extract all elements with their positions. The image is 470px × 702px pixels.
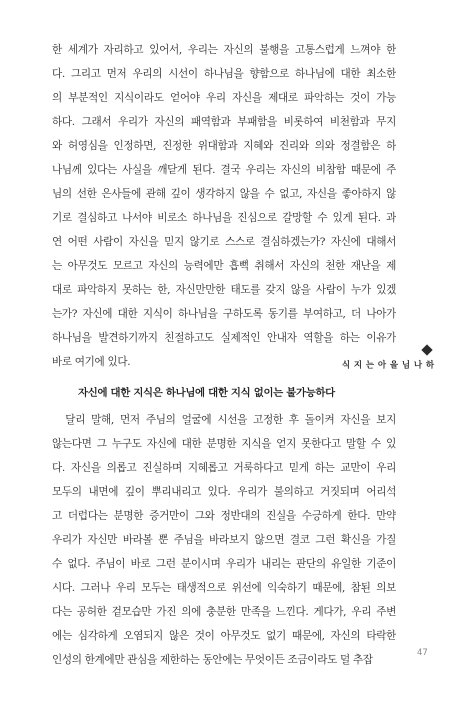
paragraph-2-line: 고 더럽다는 분명한 증거만이 그와 정반대의 진실을 수긍하게 한다. 만약: [52, 510, 396, 522]
page-number: 47: [417, 648, 428, 658]
paragraph-1-line: 와 허영심을 인정하면, 진정한 위대함과 지혜와 진리와 의와 정결함은 하: [52, 140, 396, 152]
paragraph-1-line: 바로 여기에 있다.: [52, 356, 131, 368]
paragraph-1-line: 나님께 있다는 사실을 깨닫게 된다. 결국 우리는 자신의 비참함 때문에 주: [52, 164, 396, 176]
paragraph-1-line: 다. 그리고 먼저 우리의 시선이 하나님을 향함으로 하나님에 대한 최소한: [52, 68, 396, 80]
side-tab-label: 하나님을 아는 지식: [340, 360, 434, 369]
paragraph-1-line: 님의 선한 은사들에 관해 깊이 생각하지 않을 수 없고, 자신을 좋아하지 않: [52, 188, 396, 200]
paragraph-1-line: 의 부분적인 지식이라도 얻어야 우리 자신을 제대로 파악하는 것이 가능: [52, 92, 396, 104]
section-heading: 자신에 대한 지식은 하나님에 대한 지식 없이는 불가능하다: [78, 387, 335, 399]
paragraph-2-line: 에는 심각하게 오염되지 않은 것이 아무것도 없기 때문에, 자신의 타락한: [52, 630, 396, 642]
paragraph-2-line: 인성의 한계에만 관심을 제한하는 동안에는 무엇이든 조금이라도 덜 추잡: [52, 654, 373, 666]
paragraph-2-line: 달리 말해, 먼저 주님의 얼굴에 시선을 고정한 후 돌이켜 자신을 보지: [52, 414, 396, 426]
paragraph-2-line: 시다. 그러나 우리 모두는 태생적으로 위선에 익숙하기 때문에, 참된 의보: [52, 582, 396, 594]
paragraph-2-line: 우리가 자신만 바라볼 뿐 주님을 바라보지 않으면 결코 그런 확신을 가질: [52, 534, 396, 546]
diamond-icon: [421, 344, 432, 355]
paragraph-1-line: 기로 결심하고 나서야 비로소 하나님을 진심으로 갈망할 수 있게 된다. 과: [52, 212, 396, 224]
paragraph-1-line: 는 아무것도 모르고 자신의 능력에만 흡뻑 취해서 자신의 천한 재난을 제: [52, 260, 396, 272]
paragraph-1-line: 하다. 그래서 우리가 자신의 패역함과 부패함을 비롯하여 비천함과 무지: [52, 116, 396, 128]
paragraph-1-line: 한 세계가 자리하고 있어서, 우리는 자신의 불행을 고통스럽게 느껴야 한: [52, 44, 396, 56]
paragraph-1-line: 는가? 자신에 대한 지식이 하나님을 구하도록 동기를 부여하고, 더 나아가: [52, 308, 396, 320]
paragraph-1: [52, 38, 396, 374]
paragraph-2-line: 수 없다. 주님이 바로 그런 분이시며 우리가 내리는 판단의 유일한 기준이: [52, 558, 396, 570]
paragraph-2: [52, 408, 396, 672]
paragraph-1-line: 연 어떤 사람이 자신을 믿지 않기로 스스로 결심하겠는가? 자신에 대해서: [52, 236, 396, 248]
paragraph-1-line: 하나님을 발견하기까지 친절하고도 실제적인 안내자 역할을 하는 이유가: [52, 332, 396, 344]
paragraph-1-line: 대로 파악하지 못하는 한, 자신만만한 태도를 갖지 않을 사람이 누가 있겠: [52, 284, 396, 296]
paragraph-2-line: 다는 공허한 겉모습만 가진 의에 충분한 만족을 느낀다. 게다가, 우리 주변: [52, 606, 396, 618]
paragraph-2-line: 않는다면 그 누구도 자신에 대한 분명한 지식을 얻지 못한다고 말할 수 있: [52, 438, 396, 450]
paragraph-2-line: 다. 자신을 의롭고 진실하며 지혜롭고 거룩하다고 믿게 하는 교만이 우리: [52, 462, 396, 474]
paragraph-2-line: 모두의 내면에 깊이 뿌리내리고 있다. 우리가 불의하고 거짓되며 어리석: [52, 486, 396, 498]
